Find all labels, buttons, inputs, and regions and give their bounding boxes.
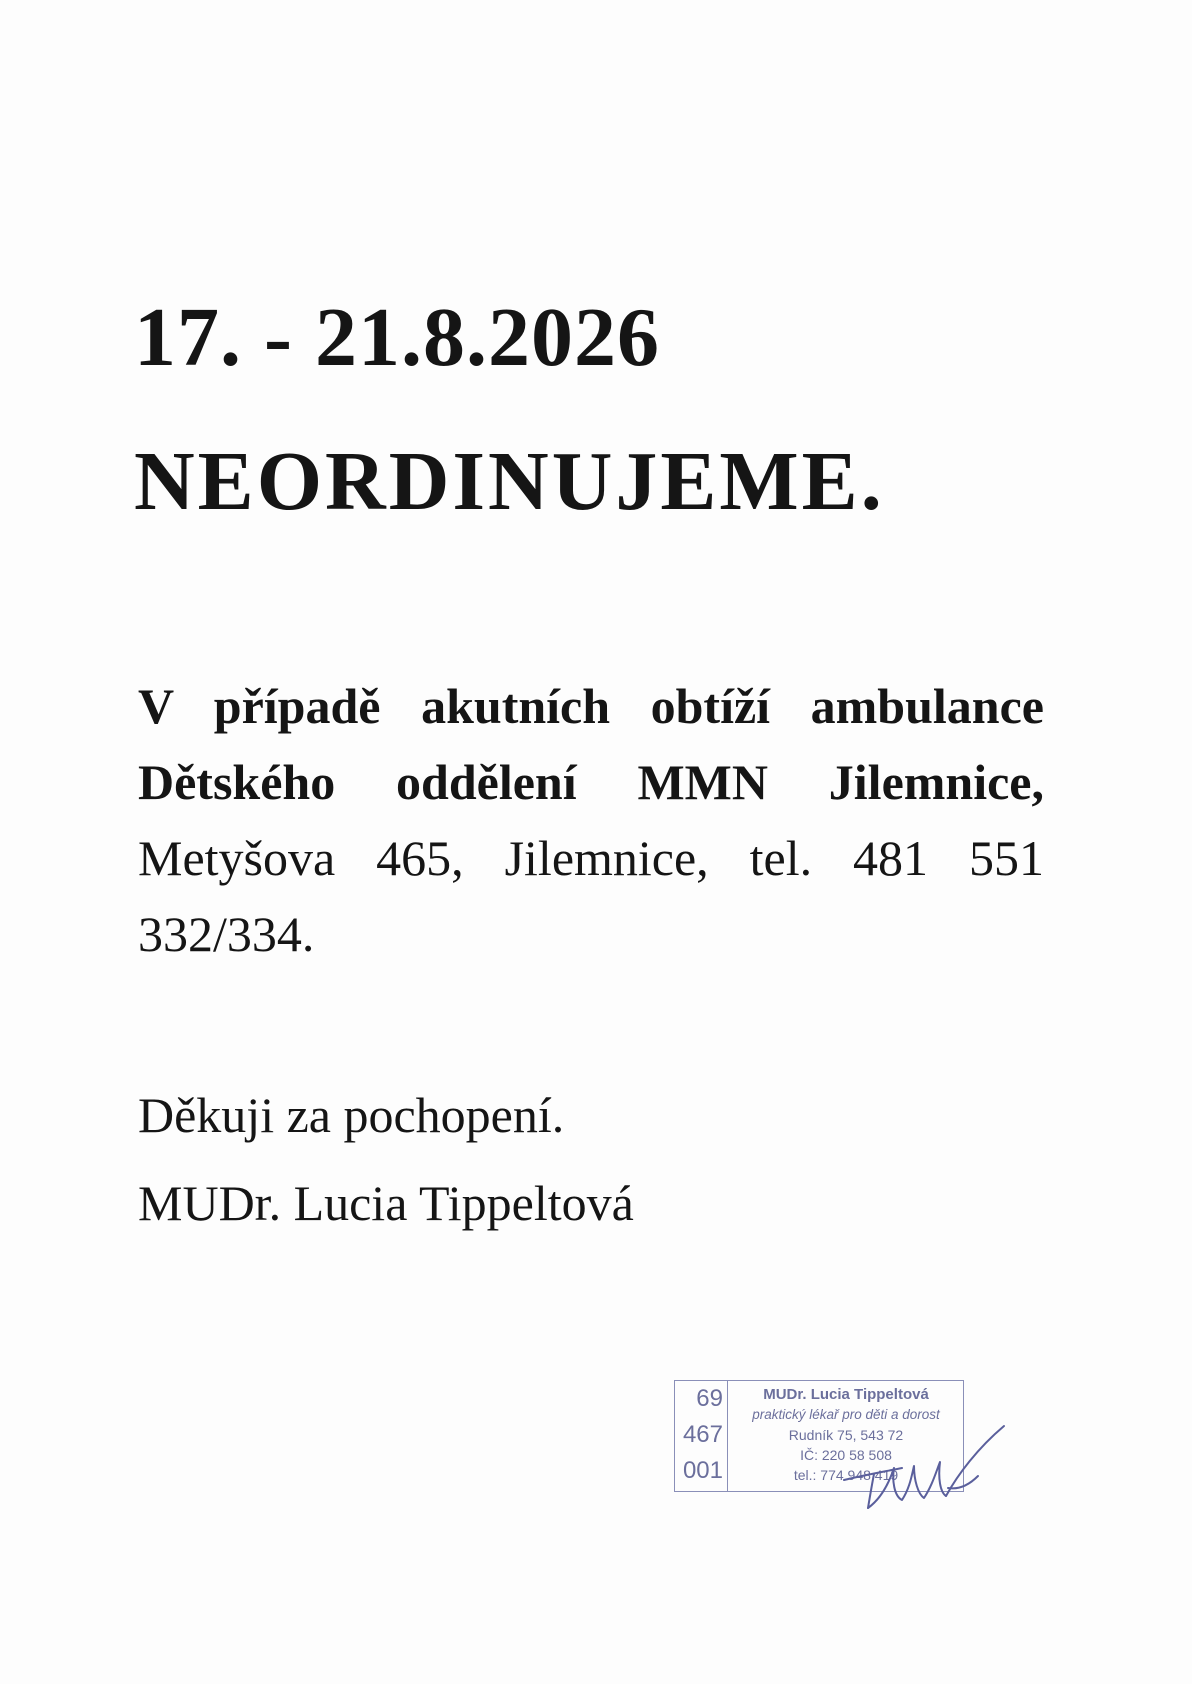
handwritten-signature bbox=[838, 1418, 1018, 1518]
emergency-info-address: Metyšova 465, Jilemnice, tel. 481 551 332/334. bbox=[138, 830, 1044, 962]
stamp-role: praktický lékař pro děti a dorost bbox=[752, 1407, 940, 1422]
stamp-name: MUDr. Lucia Tippeltová bbox=[763, 1386, 929, 1403]
closure-headline: NEORDINUJEME. bbox=[134, 435, 885, 528]
stamp-codes bbox=[675, 1381, 728, 1491]
stamp-code: 69 bbox=[696, 1385, 723, 1412]
stamp-address: Rudník 75, 543 72 bbox=[788, 1427, 904, 1443]
stamp-code: 467 bbox=[682, 1421, 723, 1448]
doctor-name: MUDr. Lucia Tippeltová bbox=[138, 1175, 634, 1231]
thanks-line: Děkuji za pochopení. bbox=[138, 1087, 565, 1143]
stamp-tel: tel.: 774 948 419 bbox=[793, 1467, 899, 1483]
stamp-ic: IČ: 220 58 508 bbox=[800, 1447, 892, 1463]
emergency-info-bold: V případě akutních obtíží ambulance Dětského oddělení MMN Jilemnice, bbox=[138, 678, 1044, 810]
closure-date-range: 17. - 21.8.2026 bbox=[134, 291, 660, 384]
stamp-code: 001 bbox=[682, 1457, 723, 1484]
emergency-info-paragraph bbox=[138, 668, 1044, 972]
